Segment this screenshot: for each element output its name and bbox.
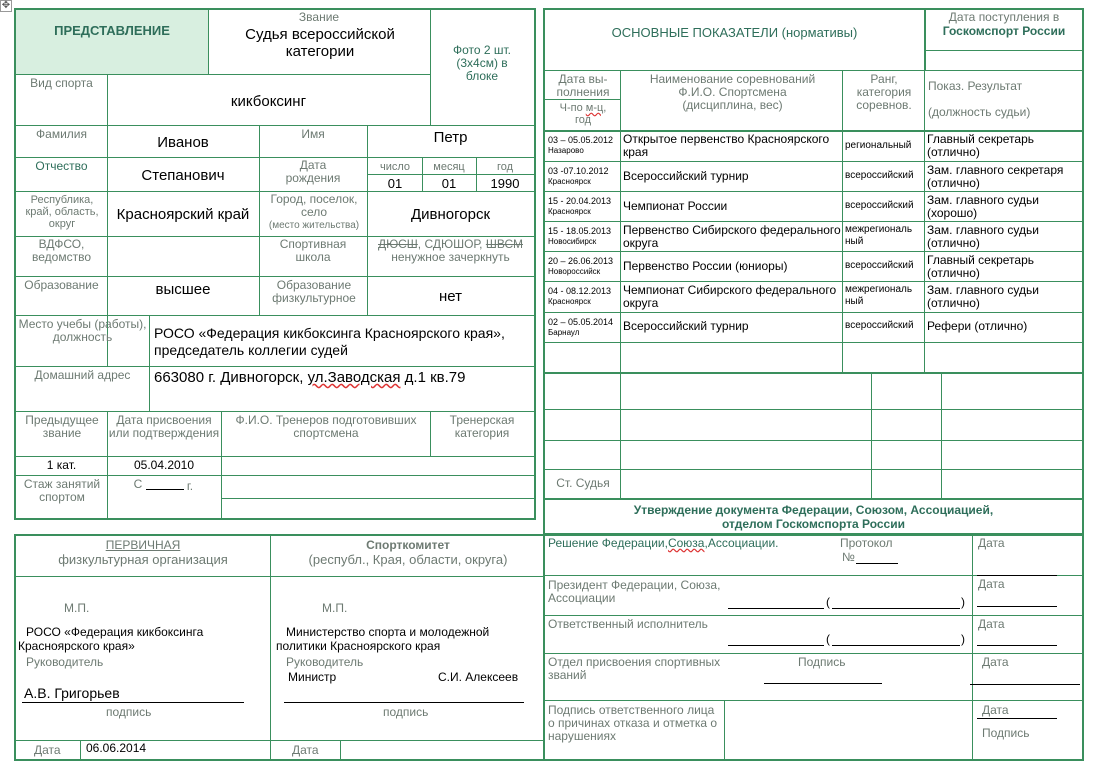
city-value: Дивногорск	[410, 206, 491, 223]
signature-label-left: подпись	[106, 705, 152, 719]
experience-year: г.	[186, 479, 194, 493]
rank-value: Судья всероссийской категории	[245, 26, 395, 60]
official-signature-label: Подпись	[982, 726, 1030, 740]
birth-label: Дата рождения	[285, 158, 341, 185]
day-value: 01	[387, 176, 403, 191]
minister-label: Министр	[288, 670, 337, 684]
official-date-label: Дата	[982, 703, 1009, 717]
protocol-number-label: №	[842, 550, 855, 564]
bottom-date-label-left: Дата	[34, 743, 61, 757]
prev-rank-label: Предыдущее звание	[25, 413, 99, 440]
table-row: 02 – 05.05.2014 Барнаул Всероссийский турнир всероссийский Рефери (отлично)	[548, 317, 1028, 337]
city-note: (место жительства)	[268, 220, 360, 231]
primary-org-sub: физкультурная организация	[58, 552, 228, 567]
region-value: Красноярский край	[116, 206, 250, 223]
head-label-right: Руководитель	[286, 655, 364, 669]
day-label: число	[379, 161, 411, 173]
dept-date-label: Дата	[982, 655, 1009, 669]
executor-paren-close: )	[961, 632, 965, 646]
stamp-placeholder-left: М.П.	[64, 601, 90, 615]
org-name-line2: Красноярского края»	[18, 639, 135, 653]
dept-label: Отдел присвоения спортивных званий	[548, 655, 721, 682]
executor-paren-open: (	[826, 632, 830, 646]
decision-label: Решение Федерации,Союза,Ассоциации.	[548, 536, 779, 550]
experience-label: Стаж занятий спортом	[23, 477, 101, 504]
indicators-title: ОСНОВНЫЕ ПОКАЗАТЕЛИ (нормативы)	[611, 25, 858, 40]
table-row: 03 -07.10.2012 Красноярск Всероссийский турнир всероссийский Зам. главного секретаря (отлично)	[548, 163, 1064, 190]
stamp-placeholder-right: М.П.	[322, 601, 348, 615]
form-title: ПРЕДСТАВЛЕНИЕ	[54, 23, 170, 38]
city-label: Город, поселок, село	[270, 192, 358, 219]
col-competition-header: Наименование соревнований Ф.И.О. Спортсмена (дисциплина, вес)	[649, 72, 816, 112]
patronymic-value: Степанович	[141, 167, 225, 184]
table-row: 04 - 08.12.2013 Красноярск Чемпионат Сибирского федерального округа межрегиональ ный Зам. главного судьи (отлично)	[548, 283, 1039, 310]
work-label: Место учебы (работы), должность	[18, 317, 147, 344]
assign-date-value: 05.04.2010	[133, 458, 195, 472]
surname-label: Фамилия	[36, 127, 87, 141]
head-label-left: Руководитель	[26, 655, 104, 669]
col-date-header: Дата вы-полнения	[556, 72, 610, 99]
decision-date-label: Дата	[978, 536, 1005, 550]
president-paren-open: (	[826, 595, 830, 609]
surname-value: Иванов	[157, 134, 209, 151]
approval-title-2: отделом Госкомспорта России	[722, 517, 905, 531]
sport-label: Вид спорта	[30, 76, 93, 90]
executor-date-label: Дата	[978, 617, 1005, 631]
school-opt-sdyushor: , СДЮШОР,	[417, 237, 486, 251]
school-label: Спортивная школа	[279, 237, 347, 264]
president-paren-close: )	[961, 595, 965, 609]
committee-sub: (республ., Края, области, округа)	[308, 552, 508, 567]
patronymic-label: Отчество	[35, 159, 88, 173]
president-label: Президент Федерации, Союза, Ассоциации	[548, 578, 721, 605]
work-value-line2: председатель коллегии судей	[154, 342, 348, 358]
ministry-line1: Министерство спорта и молодежной	[286, 625, 490, 639]
table-row: 20 – 26.06.2013 Новороссийск Первенство России (юниоры) всероссийский Главный секретарь (отлично)	[548, 253, 1034, 280]
prev-rank-value: 1 кат.	[46, 458, 77, 472]
month-label: месяц	[433, 161, 465, 173]
approval-title-1: Утверждение документа Федерации, Союзом, Ассоциацией,	[633, 503, 994, 517]
committee-title: Спорткомитет	[366, 538, 450, 552]
education-label: Образование	[24, 278, 99, 292]
experience-from: С	[133, 477, 143, 491]
signature-label-right: подпись	[383, 705, 429, 719]
bottom-date-label-right: Дата	[292, 743, 319, 757]
region-label: Республика, край, область, округ	[25, 194, 99, 230]
rank-label: Звание	[298, 10, 340, 24]
table-row: 03 – 05.05.2012 Назарово Открытое первенство Красноярского края региональный Главный секретарь (отлично)	[548, 132, 1034, 159]
month-value: 01	[441, 176, 457, 191]
receipt-label: Дата поступления в	[948, 10, 1060, 24]
executor-label: Ответственный исполнитель	[548, 617, 708, 631]
official-sign-label: Подпись ответственного лица о причинах отказа и отметка о нарушениях	[548, 703, 718, 743]
pe-education-value: нет	[439, 288, 462, 305]
coach-cat-label: Тренерская категория	[449, 413, 515, 440]
president-date-label: Дата	[978, 577, 1005, 591]
address-value: 663080 г. Дивногорск, ул.Заводская д.1 кв.79	[154, 369, 466, 386]
school-note: ненужное зачеркнуть	[391, 250, 510, 264]
year-value: 1990	[490, 176, 520, 191]
move-handle-icon[interactable]: ✥	[1, 0, 11, 11]
col-date-sub: Ч-по м-ц, год	[559, 102, 607, 126]
school-opt-shvsm: ШВСМ	[485, 237, 523, 251]
name-label: Имя	[301, 127, 325, 141]
dept-sign-label: Подпись	[798, 655, 846, 669]
bottom-date-value: 06.06.2014	[86, 741, 147, 755]
senior-judge-label: Ст. Судья	[556, 476, 610, 490]
school-opt-dyussh: ДЮСШ	[378, 237, 418, 251]
head-name: А.В. Григорьев	[24, 685, 120, 701]
primary-org-title: ПЕРВИЧНАЯ	[105, 538, 181, 552]
title-cell-fill	[16, 10, 208, 74]
vdfso-label: ВДФСО, ведомство	[32, 237, 91, 264]
photo-placeholder: Фото 2 шт. (3х4см) в блоке	[452, 43, 512, 83]
minister-name: С.И. Алексеев	[438, 670, 519, 684]
col-rank-header: Ранг, категория соревнов.	[856, 72, 912, 112]
table-row: 15 - 20.04.2013 Красноярск Чемпионат России всероссийский Зам. главного судьи (хорошо)	[548, 193, 1039, 220]
sport-value: кикбоксинг	[230, 93, 307, 110]
ministry-line2: политики Красноярского края	[276, 639, 441, 653]
year-label: год	[496, 161, 514, 173]
receipt-org: Госкомспорт России	[942, 24, 1066, 38]
assign-date-label: Дата присвоения или подтверждения	[108, 413, 220, 440]
org-name-line1: РОСО «Федерация кикбоксинга	[26, 625, 204, 639]
col-result-header: Показ. Результат (должность судьи)	[928, 79, 1031, 119]
protocol-label: Протокол	[840, 536, 893, 550]
pe-education-label: Образование физкультурное	[272, 278, 356, 305]
table-row: 15 - 18.05.2013 Новосибирск Первенство Сибирского федерального округа межрегиональ ный Зам. главного судьи (отлично)	[548, 223, 1039, 250]
education-value: высшее	[155, 281, 211, 298]
work-value-line1: РОСО «Федерация кикбоксинга Красноярского края»,	[154, 325, 505, 341]
address-label: Домашний адрес	[34, 368, 131, 382]
coaches-label: Ф.И.О. Тренеров подготовивших спортсмена	[235, 413, 417, 440]
name-value: Петр	[433, 129, 468, 146]
